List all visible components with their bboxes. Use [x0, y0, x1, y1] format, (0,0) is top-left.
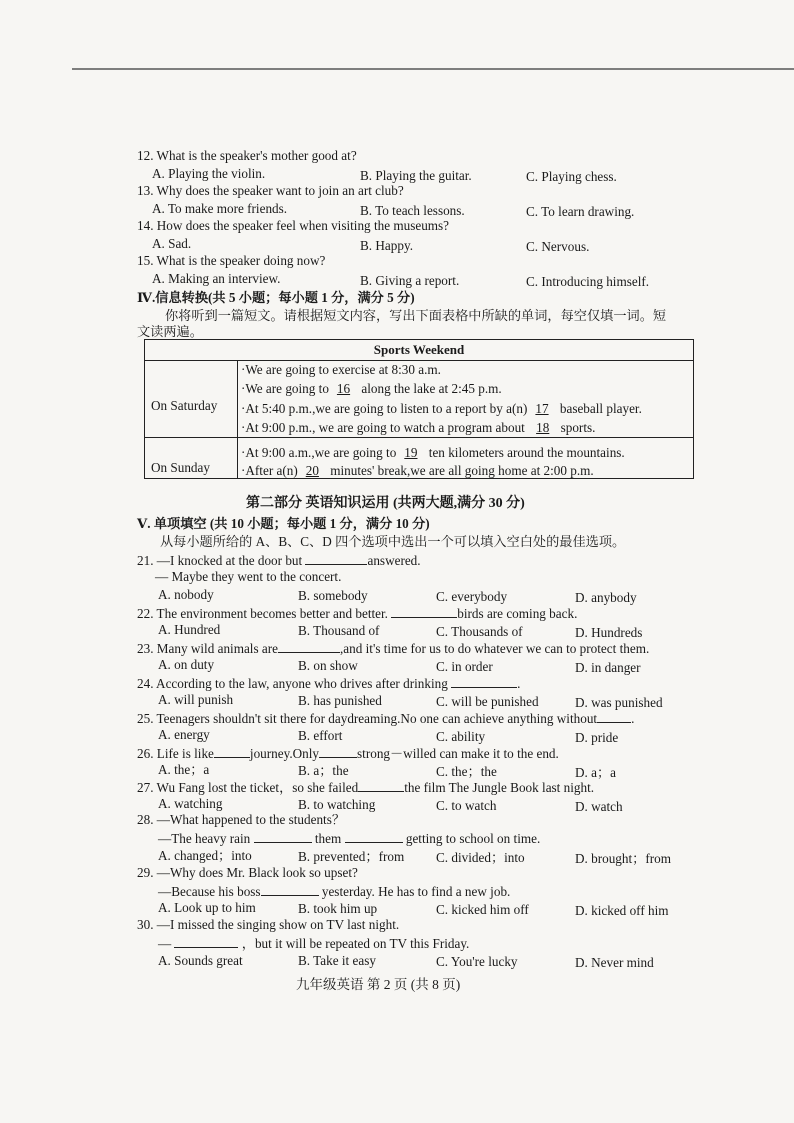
q26-blank-2 [319, 745, 357, 758]
q24-text-a: 24. According to the law, anyone who drives after drinking [137, 676, 448, 691]
q23-stem [137, 640, 649, 657]
q21-blank [305, 552, 367, 565]
q28-option-d: D. brought；from [575, 851, 671, 866]
q27-text-a: 27. Wu Fang lost the ticket，so she failed [137, 780, 359, 795]
row4-text-b: sports. [560, 420, 596, 435]
q14-option-c: C. Nervous. [526, 239, 590, 254]
q15-stem: 15. What is the speaker doing now? [137, 253, 326, 268]
q21-line-2: — Maybe they went to the concert. [155, 569, 342, 584]
q21-text-a: 21. —I knocked at the door but [137, 553, 303, 568]
table-row-5 [241, 445, 625, 461]
q28-stem: 28. —What happened to the students？ [137, 812, 346, 827]
q25-option-d: D. pride [575, 730, 619, 745]
q12-stem: 12. What is the speaker's mother good at? [137, 148, 357, 163]
q30-blank [174, 935, 238, 948]
q25-stem [137, 710, 634, 727]
q23-text-b: ,and it's time for us to do whatever we can to protect them. [340, 641, 650, 656]
q21-option-b: B. somebody [298, 588, 368, 603]
q28-option-a: A. changed；into [158, 848, 252, 863]
page-top-rule [72, 68, 794, 70]
q30-line-2 [158, 935, 469, 952]
section5-instruction: 从每小题所给的 A、B、C、D 四个选项中选出一个可以填入空白处的最佳选项。 [160, 534, 626, 549]
q27-option-b: B. to watching [298, 797, 376, 812]
q14-option-a: A. Sad. [152, 236, 192, 251]
q22-text-a: 22. The environment becomes better and better. [137, 606, 388, 621]
q27-option-a: A. watching [158, 796, 223, 811]
q22-text-b: birds are coming back. [457, 606, 578, 621]
q22-option-c: C. Thousands of [436, 624, 523, 639]
q22-blank [391, 605, 457, 618]
q22-option-d: D. Hundreds [575, 625, 643, 640]
row2-text-b: along the lake at 2:45 p.m. [361, 381, 502, 396]
q27-option-c: C. to watch [436, 798, 497, 813]
q28-text-c: getting to school on time. [405, 831, 541, 846]
q26-option-a: A. the；a [158, 762, 210, 777]
q13-option-b: B. To teach lessons. [360, 203, 465, 218]
q27-text-b: the film The Jungle Book last night. [404, 780, 595, 795]
q12-option-a: A. Playing the violin. [152, 166, 266, 181]
q15-option-c: C. Introducing himself. [526, 274, 650, 289]
q30-option-d: D. Never mind [575, 955, 654, 970]
q28-option-c: C. divided；into [436, 850, 525, 865]
row3-text-a: ·At 5:40 p.m.,we are going to listen to a report by a(n) [241, 401, 528, 416]
q23-text-a: 23. Many wild animals are [137, 641, 278, 656]
q27-stem [137, 779, 594, 796]
q30-option-c: C. You're lucky [436, 954, 518, 969]
table-row-4 [241, 420, 595, 436]
q23-option-c: C. in order [436, 659, 493, 674]
table-row-1: ·We are going to exercise at 8:30 a.m. [241, 362, 441, 377]
q28-option-b: B. prevented；from [298, 849, 405, 864]
q24-option-d: D. was punished [575, 695, 663, 710]
q21-option-a: A. nobody [158, 587, 214, 602]
q21-text-b: answered. [367, 553, 421, 568]
page-footer: 九年级英语 第 2 页 (共 8 页) [296, 977, 461, 992]
q25-text-b: . [631, 711, 635, 726]
q21-option-d: D. anybody [575, 590, 637, 605]
q24-text-b: . [517, 676, 521, 691]
row3-text-b: baseball player. [559, 401, 642, 416]
section4-instruction-2: 文读两遍。 [137, 324, 203, 339]
q12-option-c: C. Playing chess. [526, 169, 617, 184]
answer-16: 16 [336, 381, 351, 396]
q21-option-c: C. everybody [436, 589, 508, 604]
q25-blank [597, 710, 631, 723]
table-row-6 [241, 463, 594, 479]
q14-stem: 14. How does the speaker feel when visiting the museums? [137, 218, 450, 233]
saturday-label: On Saturday [151, 398, 218, 413]
q24-stem [137, 675, 520, 692]
q23-blank [278, 640, 340, 653]
q29-option-d: D. kicked off him [575, 903, 669, 918]
q30-text-b: ，but it will be repeated on TV this Friday. [241, 936, 470, 951]
q28-text-a: —The heavy rain [158, 831, 251, 846]
q28-blank-2 [345, 830, 403, 843]
section5-title: Ⅴ. 单项填空 (共 10 小题；每小题 1 分，满分 10 分) [137, 516, 430, 531]
q29-text-a: —Because his boss [158, 884, 261, 899]
q27-blank [358, 779, 404, 792]
q29-line-2 [158, 883, 510, 900]
q24-blank [451, 675, 517, 688]
q24-option-c: C. will be punished [436, 694, 539, 709]
q13-option-c: C. To learn drawing. [526, 204, 635, 219]
q25-option-a: A. energy [158, 727, 210, 742]
q26-option-d: D. a；a [575, 765, 617, 780]
q26-text-a: 26. Life is like [137, 746, 214, 761]
q13-stem: 13. Why does the speaker want to join an art club? [137, 183, 404, 198]
q23-option-b: B. on show [298, 658, 358, 673]
q26-option-c: C. the；the [436, 764, 497, 779]
q30-option-a: A. Sounds great [158, 953, 243, 968]
q30-text-a: — [158, 936, 172, 951]
q29-text-b: yesterday. He has to find a new job. [321, 884, 511, 899]
q13-option-a: A. To make more friends. [152, 201, 288, 216]
q26-text-b: journey.Only [249, 746, 320, 761]
q24-option-b: B. has punished [298, 693, 382, 708]
q26-blank-1 [214, 745, 250, 758]
answer-18: 18 [536, 420, 550, 435]
q15-option-b: B. Giving a report. [360, 273, 460, 288]
q28-line-2 [158, 830, 540, 847]
q26-stem [137, 745, 559, 762]
section4-title: Ⅳ.信息转换(共 5 小题；每小题 1 分，满分 5 分) [137, 290, 415, 305]
q29-option-a: A. Look up to him [158, 900, 256, 915]
q27-option-d: D. watch [575, 799, 623, 814]
q25-option-c: C. ability [436, 729, 486, 744]
q26-option-b: B. a；the [298, 763, 349, 778]
table-row-3 [241, 401, 642, 417]
q23-option-a: A. on duty [158, 657, 215, 672]
row5-text-b: ten kilometers around the mountains. [428, 445, 625, 460]
row6-text-a: ·After a(n) [241, 463, 298, 478]
q28-text-b: them [314, 831, 342, 846]
q29-stem: 29. —Why does Mr. Black look so upset? [137, 865, 358, 880]
answer-17: 17 [535, 401, 549, 416]
q29-option-b: B. took him up [298, 901, 378, 916]
q28-blank-1 [254, 830, 312, 843]
q15-option-a: A. Making an interview. [152, 271, 281, 286]
q26-text-c: strong－willed can make it to the end. [357, 746, 559, 761]
row5-text-a: ·At 9:00 a.m.,we are going to [241, 445, 397, 460]
q12-option-b: B. Playing the guitar. [360, 168, 472, 183]
table-divider-vertical [237, 360, 238, 479]
q23-option-d: D. in danger [575, 660, 641, 675]
sunday-label: On Sunday [151, 460, 210, 475]
table-row-2 [241, 381, 502, 397]
row6-text-b: minutes' break,we are all going home at 2:00 p.m. [330, 463, 594, 478]
q30-stem: 30. —I missed the singing show on TV last night. [137, 917, 400, 932]
q25-option-b: B. effort [298, 728, 343, 743]
q29-option-c: C. kicked him off [436, 902, 529, 917]
table-header: Sports Weekend [145, 340, 693, 361]
q29-blank [261, 883, 319, 896]
q25-text-a: 25. Teenagers shouldn't sit there for daydreaming.No one can achieve anything without [137, 711, 598, 726]
q22-option-b: B. Thousand of [298, 623, 380, 638]
q14-option-b: B. Happy. [360, 238, 413, 253]
q24-option-a: A. will punish [158, 692, 234, 707]
q30-option-b: B. Take it easy [298, 953, 376, 968]
answer-20: 20 [305, 463, 319, 478]
row4-text-a: ·At 9:00 p.m., we are going to watch a program about [241, 420, 525, 435]
part2-title: 第二部分 英语知识运用 (共两大题,满分 30 分) [246, 496, 525, 511]
table-divider-horizontal [145, 437, 693, 438]
answer-19: 19 [404, 445, 418, 460]
q22-option-a: A. Hundred [158, 622, 221, 637]
section4-instruction-1: 你将听到一篇短文。请根据短文内容，写出下面表格中所缺的单词，每空仅填一词。短 [165, 308, 667, 323]
q21-stem [137, 552, 421, 569]
row2-text-a: ·We are going to [241, 381, 329, 396]
q22-stem [137, 605, 577, 622]
